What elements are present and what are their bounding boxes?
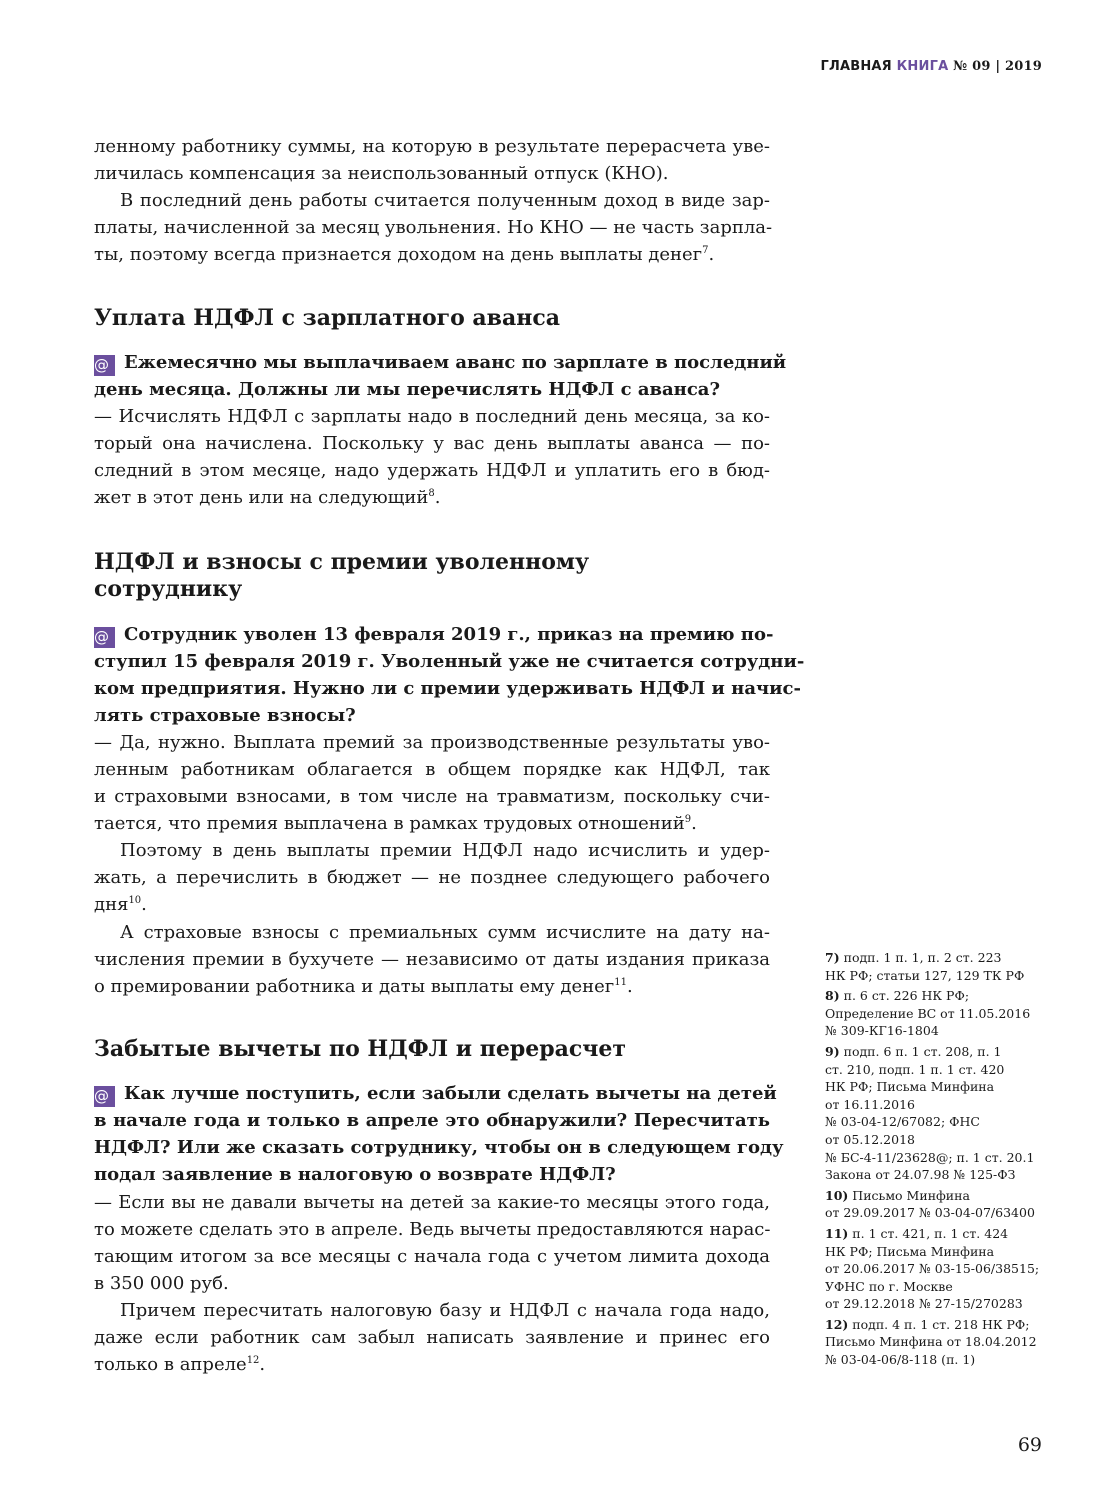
paragraph (94, 1297, 770, 1378)
section-heading (94, 305, 770, 332)
text-line: только в апреле$^{12}$. (94, 1354, 266, 1375)
question (94, 349, 787, 403)
text-line: ты, поэтому всегда признается доходом на день выплаты денег$^7$. (94, 244, 715, 265)
footnote-line: 9) подп. 6 п. 1 ст. 208, п. 1 (825, 1043, 1002, 1059)
text-line: день месяца. Должны ли мы перечислять НДФЛ с аванса? (94, 379, 721, 400)
question-at-icon: @ (94, 627, 115, 648)
section-heading (94, 1036, 770, 1063)
footnote-ref: 7 (702, 245, 709, 256)
question-at-icon: @ (94, 355, 115, 376)
footnote-line: от 20.06.2017 № 03-15-06/38515; (825, 1261, 1040, 1277)
text-line: Забытые вычеты по НДФЛ и перерасчет (94, 1036, 626, 1062)
text-line: даже если работник сам забыл написать заявление и принес его (94, 1327, 770, 1348)
footnote (825, 1043, 1065, 1184)
paragraph (94, 729, 770, 837)
footnote-line: № 309-КГ16-1804 (825, 1023, 939, 1039)
footnote-line: НК РФ; Письма Минфина (825, 1079, 995, 1095)
footnote-line: НК РФ; Письма Минфина (825, 1243, 995, 1259)
text-line: сотруднику (94, 576, 243, 602)
footnote (825, 1225, 1065, 1313)
question (94, 1080, 784, 1188)
text-line: дня$^{10}$. (94, 894, 147, 915)
footnote (825, 987, 1065, 1040)
footnote-line: от 16.11.2016 (825, 1096, 915, 1112)
footnote-line: Определение ВС от 11.05.2016 (825, 1005, 1031, 1021)
text-line: НДФЛ и взносы с премии уволенному (94, 549, 590, 575)
paragraph (94, 187, 773, 268)
text-line: Причем пересчитать налоговую базу и НДФЛ с начала года надо, (120, 1300, 770, 1321)
footnote-ref: 9 (684, 814, 692, 825)
brand-second: КНИГА (896, 59, 949, 74)
footnote-ref: 12 (246, 1355, 260, 1366)
text-line: числения премии в бухучете — независимо от даты издания приказа (94, 949, 770, 970)
paragraph (94, 919, 770, 1000)
section-heading (94, 549, 770, 603)
text-line: подал заявление в налоговую о возврате НДФЛ? (94, 1164, 616, 1185)
footnote-number: 8) (825, 988, 840, 1004)
footnote-line: 11) п. 1 ст. 421, п. 1 ст. 424 (825, 1225, 1009, 1241)
footnote-line: 8) п. 6 ст. 226 НК РФ; (825, 988, 970, 1004)
text-line: личилась компенсация за неиспользованный отпуск (КНО). (94, 163, 669, 184)
text-line: @ Как лучше поступить, если забыли сделать вычеты на детей (94, 1083, 777, 1105)
footnote (825, 949, 1065, 984)
paragraph (94, 133, 770, 187)
text-line: Уплата НДФЛ с зарплатного аванса (94, 305, 560, 331)
footnote-number: 12) (825, 1316, 849, 1332)
footnote-line: Письмо Минфина от 18.04.2012 (825, 1334, 1037, 1350)
footnote-number: 10) (825, 1187, 849, 1203)
text-line: ленным работникам облагается в общем порядке как НДФЛ, так (94, 759, 770, 780)
text-line: то можете сделать это в апреле. Ведь вычеты предоставляются нарас- (94, 1219, 771, 1240)
text-line: в начале года и только в апреле это обнаружили? Пересчитать (94, 1110, 770, 1131)
page-number: 69 (1017, 1434, 1042, 1456)
issue-number: № 09 | 2019 (953, 59, 1042, 74)
paragraph (94, 403, 770, 511)
text-line: жать, а перечислить в бюджет — не позднее следующего рабочего (94, 867, 770, 888)
text-line: платы, начисленной за месяц увольнения. Но КНО — не часть зарпла- (94, 217, 773, 238)
text-line: и страховыми взносами, в том числе на травматизм, поскольку счи- (94, 786, 770, 807)
footnote-line: от 29.09.2017 № 03-04-07/63400 (825, 1205, 1035, 1221)
footnote-number: 7) (825, 950, 840, 965)
text-line: следний в этом месяце, надо удержать НДФЛ и уплатить его в бюд- (94, 460, 770, 481)
text-line: — Исчислять НДФЛ с зарплаты надо в последний день месяца, за ко- (94, 406, 770, 427)
paragraph (94, 837, 770, 918)
text-line: тается, что премия выплачена в рамках трудовых отношений$^9$. (94, 813, 697, 834)
text-line: торый она начислена. Поскольку у вас день выплаты аванса — по- (94, 433, 770, 454)
footnote-line: от 29.12.2018 № 27-15/270283 (825, 1296, 1023, 1312)
text-line: Поэтому в день выплаты премии НДФЛ надо исчислить и удер- (120, 840, 770, 861)
footnote-line: УФНС по г. Москве (825, 1278, 953, 1294)
footnotes (825, 949, 1065, 1372)
text-line: А страховые взносы с премиальных сумм исчислите на дату на- (120, 922, 770, 943)
footnote-line: № БС-4-11/23628@; п. 1 ст. 20.1 (825, 1149, 1035, 1165)
text-line: — Если вы не давали вычеты на детей за какие-то месяцы этого года, (94, 1192, 770, 1213)
footnote-line: Закона от 24.07.98 № 125-ФЗ (825, 1167, 1016, 1183)
footnote-number: 9) (825, 1043, 840, 1059)
text-line: в 350 000 руб. (94, 1273, 229, 1294)
footnote-ref: 8 (428, 488, 435, 499)
running-header (820, 59, 1042, 74)
footnote-line: 12) подп. 4 п. 1 ст. 218 НК РФ; (825, 1316, 1030, 1332)
text-line: — Да, нужно. Выплата премий за производственные результаты уво- (94, 732, 770, 753)
text-line: тающим итогом за все месяцы с начала года с учетом лимита дохода (94, 1246, 770, 1267)
question-at-icon: @ (94, 1086, 115, 1107)
footnote-ref: 10 (128, 895, 142, 906)
footnote-line: № 03-04-06/8-118 (п. 1) (825, 1352, 976, 1368)
question (94, 621, 805, 729)
footnote-line: 10) Письмо Минфина (825, 1187, 970, 1203)
paragraph (94, 1189, 770, 1297)
text-line: @ Сотрудник уволен 13 февраля 2019 г., приказ на премию по- (94, 624, 774, 646)
footnote-line: ст. 210, подп. 1 п. 1 ст. 420 (825, 1061, 1005, 1077)
text-line: ком предприятия. Нужно ли с премии удерживать НДФЛ и начис- (94, 678, 801, 699)
footnote-number: 11) (825, 1225, 849, 1241)
text-line: @ Ежемесячно мы выплачиваем аванс по зарплате в последний (94, 352, 787, 374)
footnote-line: 7) подп. 1 п. 1, п. 2 ст. 223 (825, 950, 1002, 965)
text-line: НДФЛ? Или же сказать сотруднику, чтобы он в следующем году (94, 1137, 784, 1158)
footnote-line: НК РФ; статьи 127, 129 ТК РФ (825, 967, 1025, 983)
footnote-ref: 11 (614, 977, 627, 988)
text-line: ступил 15 февраля 2019 г. Уволенный уже не считается сотрудни- (94, 651, 805, 672)
text-line: лять страховые взносы? (94, 705, 356, 726)
footnote-line: № 03-04-12/67082; ФНС (825, 1114, 980, 1130)
footnote (825, 1316, 1065, 1369)
footnote-line: от 05.12.2018 (825, 1131, 915, 1147)
footnote (825, 1187, 1065, 1222)
text-line: ленному работнику суммы, на которую в результате перерасчета уве- (94, 136, 770, 157)
brand-first: ГЛАВНАЯ (820, 59, 892, 74)
text-line: о премировании работника и даты выплаты ему денег$^{11}$. (94, 976, 633, 997)
text-line: жет в этот день или на следующий$^8$. (94, 487, 441, 508)
text-line: В последний день работы считается полученным доход в виде зар- (120, 190, 770, 211)
